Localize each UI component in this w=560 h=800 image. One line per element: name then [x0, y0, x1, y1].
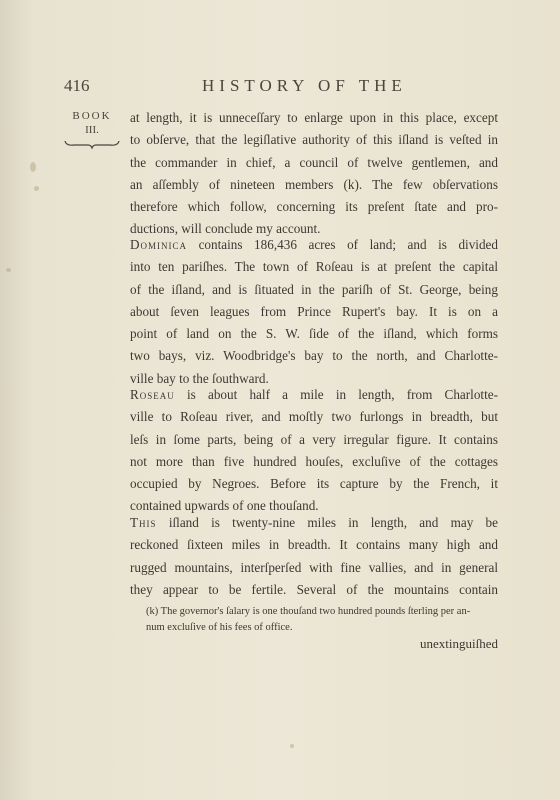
text-line: contained upwards of one thouſand. — [130, 498, 319, 514]
paragraph-lead-word: This — [130, 515, 157, 530]
foxing-spot — [290, 744, 294, 748]
text-line: therefore which follow, concerning its preſent ſtate and pro- — [130, 199, 498, 215]
text-line: reckoned ſixteen miles in breadth. It contains many high and — [130, 537, 498, 553]
text-line: point of land on the S. W. ſide of the iſland, which forms — [130, 326, 498, 342]
text-line: at length, it is unneceſſary to enlarge upon in this place, except — [130, 110, 498, 125]
text-line: not more than five hundred houſes, excluſive of the cottages — [130, 453, 498, 469]
text-line: to obſerve, that the legiſlative authority of this iſland is veſted in — [130, 132, 498, 148]
paragraph-dominica — [130, 234, 498, 390]
text-line: ville bay to the ſouthward. — [130, 370, 269, 386]
catchword: unextinguiſhed — [420, 636, 498, 651]
footnote-line: num excluſive of his fees of office. — [146, 622, 293, 633]
text-line: into ten pariſhes. The town of Roſeau is at preſent the capital — [130, 259, 498, 275]
footnote-line: (k) The governor's ſalary is one thouſand two hundred pounds ſterling per an- — [146, 606, 471, 617]
paragraph-this-island — [130, 512, 498, 601]
margin-volume-number: III. — [85, 124, 99, 136]
text-line: Dominica contains 186,436 acres of land; and is divided — [130, 237, 498, 252]
margin-book-label: BOOK — [72, 110, 112, 122]
running-head: HISTORY OF THE — [202, 76, 407, 95]
text-line: leſs in ſome parts, being of a very irregular figure. It contains — [130, 431, 498, 447]
text-line: This iſland is twenty-nine miles in length, and may be — [130, 515, 498, 530]
text-line: Roseau is about half a mile in length, from Charlotte- — [130, 387, 498, 402]
text-line: occupied by Negroes. Before its capture by the French, it — [130, 476, 498, 492]
text-line: of the iſland, and is ſituated in the pariſh of St. George, being — [130, 281, 498, 297]
text-line: the commander in chief, a council of twelve gentlemen, and — [130, 154, 498, 170]
foxing-spot — [30, 162, 36, 172]
text-line: an aſſembly of nineteen members (k). The few obſervations — [130, 176, 498, 192]
paragraph-1 — [130, 107, 498, 241]
foxing-spot — [34, 186, 39, 191]
paragraph-lead-word: Roseau — [130, 387, 175, 402]
text-line: about ſeven leagues from Prince Rupert's bay. It is on a — [130, 303, 498, 319]
margin-book-note — [62, 110, 122, 149]
text-line: two bays, viz. Woodbridge's bay to the north, and Charlotte- — [130, 348, 498, 364]
page-number: 416 — [64, 76, 90, 95]
brace-ornament-icon — [64, 139, 120, 149]
paragraph-lead-word: Dominica — [130, 237, 188, 252]
foxing-spot — [6, 268, 11, 272]
text-line: ville to Roſeau river, and moſtly two furlongs in breadth, but — [130, 409, 498, 425]
text-line: they appear to be fertile. Several of the mountains contain — [130, 581, 498, 597]
text-line: rugged mountains, interſperſed with fine vallies, and in general — [130, 559, 498, 575]
footnote — [146, 604, 498, 636]
paragraph-roseau — [130, 384, 498, 518]
text-line: ductions, will conclude my account. — [130, 221, 321, 237]
